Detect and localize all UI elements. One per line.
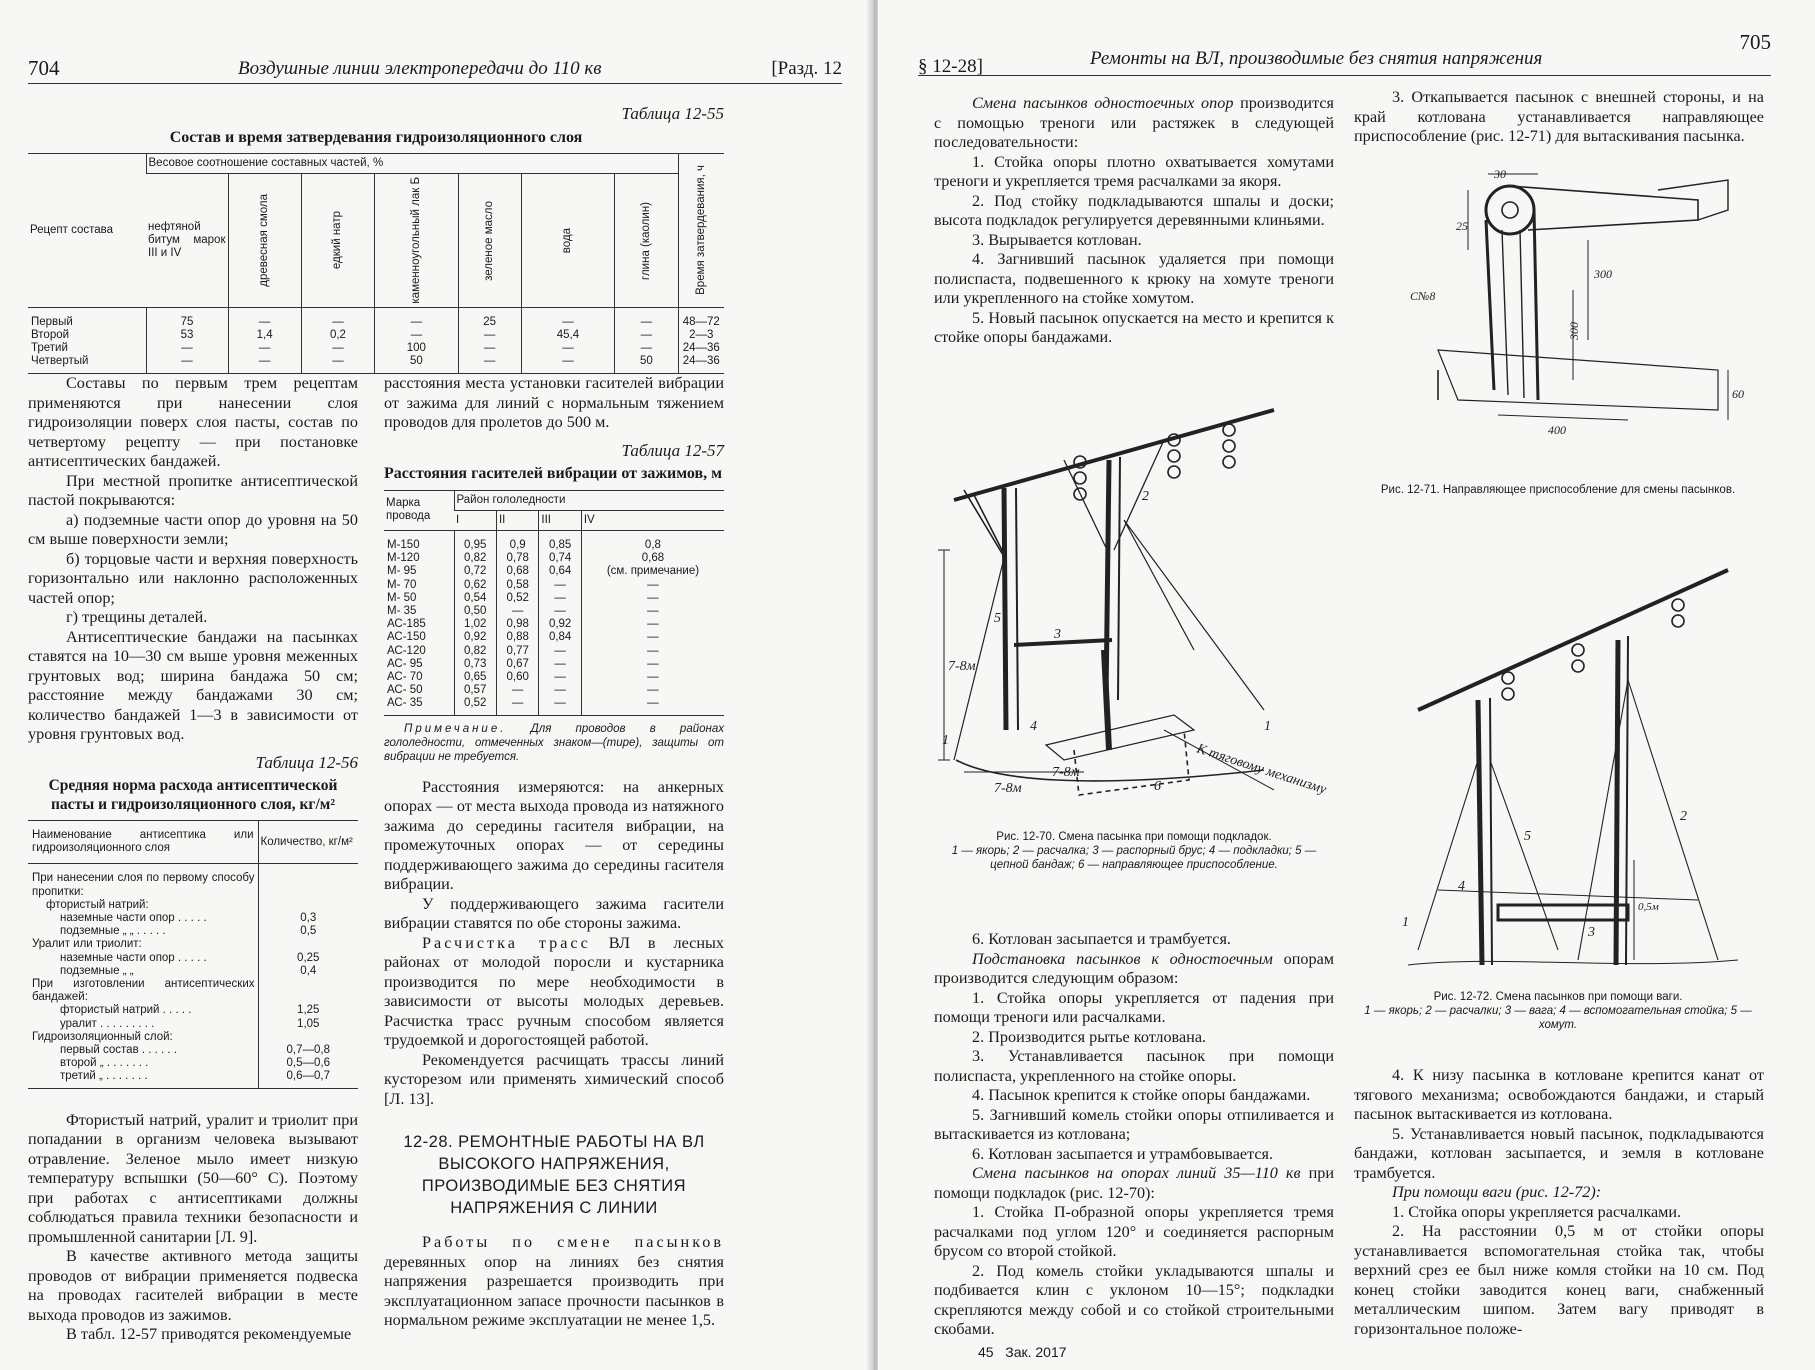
table-cell: подземные „ „ (60, 964, 134, 977)
table-12-56 (28, 820, 358, 1089)
paragraph: Фтористый натрий, уралит и триолит при попадании в организм человека вызывают отравление. Зеленое мыло имеет низкую температуру вспышки (50—60° С). Поэтому при работах с антисептиками должны соблюдаться правила техники безопасности и промышленной санитарии [Л. 9]. (28, 1110, 358, 1246)
table-row (384, 605, 724, 618)
table-row (28, 1018, 358, 1031)
table-cell: 75 (146, 307, 228, 329)
table-cell: — (458, 342, 521, 355)
table-cell: 0,9 (496, 530, 538, 552)
table-cell: — (539, 684, 581, 697)
table-cell: Второй (31, 329, 70, 342)
col-header: II (496, 510, 538, 530)
table-row (28, 1044, 358, 1057)
table-cell: — (146, 355, 228, 373)
table-cell: М-120 (387, 552, 420, 565)
figure-dimension: 60 (1732, 387, 1744, 401)
table-row (384, 579, 724, 592)
list-item: 2. Производится рытье котлована. (972, 1027, 1207, 1046)
table-cell: 53 (146, 329, 228, 342)
col-header: вода (561, 227, 574, 254)
list-item: 3. Устанавливается пасынок при помощи полиспаста, укрепленного на стойке опоры. (934, 1047, 1334, 1085)
table-cell: — (301, 307, 374, 329)
paragraph: Составы по первым трем рецептам применяются при нанесении слоя гидроизоляции поверх слоя пасты, состав по четвертому рецепту — при постановке антисептических бандажей. (28, 374, 358, 470)
table-cell: третий „ . . . . . . . (28, 1070, 258, 1088)
table-row (384, 618, 724, 631)
table-cell: — (301, 342, 374, 355)
table-row (384, 592, 724, 605)
table-cell: М- 35 (387, 604, 417, 617)
table-cell (258, 1031, 358, 1044)
paragraph: При местной пропитке антисептической пастой покрываются: (28, 471, 358, 509)
right-col-1-bottom (934, 930, 1334, 1340)
table-cell: При изготовлении антисептических бандажей: (32, 978, 255, 1004)
figure-dimension: 0,5м (1638, 901, 1659, 913)
table-cell: 0,64 (539, 565, 581, 578)
table-cell: 100 (375, 342, 458, 355)
running-header-right (918, 30, 1771, 77)
paragraph: Рекомендуется расчищать трассы линий кусторезом или применять химический способ [Л. 13]. (384, 1050, 724, 1108)
table-cell: — (458, 329, 521, 342)
table-cell: 0,78 (496, 552, 538, 565)
col-header: Наименование антисептика или гидроизоляционного слоя (28, 821, 258, 864)
table-cell: М- 70 (387, 578, 417, 591)
figure-dimension-height: 7-8м (948, 659, 976, 674)
table-cell: — (301, 355, 374, 373)
table-row (28, 1057, 358, 1070)
table-row (384, 671, 724, 684)
table-row (28, 329, 724, 342)
left-col-2 (384, 374, 724, 1331)
paragraph: Смена пасынков на опорах линий 35—110 кв при помощи подкладок (рис. 12-70): (934, 1164, 1334, 1202)
table-row (28, 1004, 358, 1017)
table-row (384, 530, 724, 552)
table-cell: 50 (615, 355, 678, 373)
running-title: Воздушные линии электропередачи до 110 кв (238, 58, 602, 79)
table-cell: 0,73 (454, 658, 496, 671)
table-cell: уралит . . . . . . . . . (60, 1017, 155, 1030)
table-cell: — (615, 329, 678, 342)
table-cell: — (581, 645, 724, 658)
list-item: 4. К низу пасынка в котловане крепится канат от тягового механизма; освобождаются бандажи, и старый пасынок вытаскивается из котлована. (1354, 1066, 1764, 1123)
table-cell: М-150 (387, 538, 420, 551)
col-header: Марка провода (384, 490, 454, 530)
table-row (28, 307, 724, 329)
figure-dimension-width: 7-8м (994, 781, 1022, 796)
table-cell: АС-150 (387, 631, 426, 644)
table-row (384, 631, 724, 644)
footer-signature: 45 Зак. 2017 (978, 1344, 1067, 1360)
table-row (384, 645, 724, 658)
list-item: 6. Котлован засыпается и утрамбовывается. (972, 1144, 1274, 1163)
table-cell: 24—36 (678, 355, 724, 373)
list-item: 5. Новый пасынок опускается на место и крепится к стойке опоры бандажами. (934, 308, 1334, 346)
table-cell: Гидроизоляционный слой: (32, 1030, 173, 1043)
table-cell: — (228, 307, 301, 329)
figure-12-72 (1378, 560, 1758, 980)
table-cell: 0,92 (454, 631, 496, 644)
table-cell: 0,4 (258, 965, 358, 978)
table-cell: второй „ . . . . . . . (60, 1057, 149, 1070)
figure-12-70 (934, 400, 1364, 820)
page-right (878, 0, 1815, 1370)
list-item: б) торцовые части и верхняя поверхность горизонтально или наклонно расположенных частей опор; (28, 549, 358, 607)
table-cell: — (539, 671, 581, 684)
table-cell: подземные „ „ . . . . . (60, 925, 166, 938)
table-cell: 2—3 (678, 329, 724, 342)
list-item: 3. Вырывается котлован. (972, 230, 1142, 249)
list-item: 2. На расстоянии 0,5 м от стойки опоры устанавливается вспомогательная стойка так, чтобы верхний срез ее был ниже комля стойки на 10 см. Под конец стойки заводится конец ваги, снабженный металлическим шипом. Затем вагу приводят в горизонтальное положе- (1354, 1222, 1764, 1338)
right-col-1-top (934, 94, 1334, 348)
table-row (28, 965, 358, 978)
table-cell: — (581, 605, 724, 618)
table-row (384, 565, 724, 578)
table-caption: Таблица 12-57 (621, 440, 724, 460)
table-cell: — (496, 684, 538, 697)
col-header: Количество, кг/м² (258, 821, 358, 864)
paragraph: Антисептические бандажи на пасынках ставятся на 10—30 см выше уровня меженных грунтовых вод; ширина бандажа 50 см; расстояние между бандажами 30 см; количество бандажей 1—3 в зависимости от уровня грунтовых вод. (28, 627, 358, 743)
running-header-left (28, 52, 842, 84)
table-title: Средняя норма расхода антисептической пасты и гидроизоляционного слоя, кг/м² (48, 777, 338, 813)
table-cell: 0,92 (539, 618, 581, 631)
col-header: зеленое масло (482, 200, 495, 281)
table-cell: 0,74 (539, 552, 581, 565)
figure-callout: 1 (1402, 915, 1409, 930)
table-cell: М- 50 (387, 591, 417, 604)
page-number: 705 (1739, 30, 1771, 54)
table-cell: 1,25 (258, 1004, 358, 1017)
col-header: каменноугольный лак Б (409, 177, 422, 304)
table-cell: Первый (31, 315, 73, 328)
table-cell: 0,52 (496, 592, 538, 605)
table-cell: — (539, 658, 581, 671)
table-55-block (28, 96, 724, 374)
figure-dimension: 400 (1548, 423, 1566, 437)
table-cell: (см. примечание) (581, 565, 724, 578)
table-cell (258, 864, 358, 899)
table-cell: — (581, 684, 724, 697)
table-cell: — (375, 307, 458, 329)
figure-label: С№8 (1410, 289, 1436, 303)
table-cell: 0,60 (496, 671, 538, 684)
figure-dimension: 300 (1567, 322, 1581, 340)
group-header: Весовое соотношение составных частей, % (146, 154, 678, 174)
table-cell: 0,68 (496, 565, 538, 578)
list-item: 2. Под комель стойки укладываются шпалы и подбивается клин с уклоном 10—15°; подкладки скрепляются между собой и со стойкой строительными скобами. (934, 1261, 1334, 1338)
table-cell: — (146, 342, 228, 355)
table-title: Состав и время затвердевания гидроизоляционного слоя (169, 128, 583, 146)
paragraph: При помощи ваги (рис. 12-72): (1392, 1183, 1602, 1201)
figure-callout: 4 (1458, 879, 1465, 894)
figure-dimension: 25 (1456, 219, 1468, 233)
table-cell: — (581, 658, 724, 671)
table-row (28, 978, 358, 1004)
table-cell: АС- 95 (387, 657, 423, 670)
table-cell: 1,02 (454, 618, 496, 631)
table-cell: 0,58 (496, 579, 538, 592)
table-cell: 0,68 (581, 552, 724, 565)
figure-dimension: 30 (1494, 170, 1506, 181)
table-cell: 0,5—0,6 (258, 1057, 358, 1070)
table-row (28, 938, 358, 951)
table-row (384, 658, 724, 671)
figure-callout: 5 (994, 611, 1001, 626)
table-cell: 0,85 (539, 530, 581, 552)
table-cell: — (615, 307, 678, 329)
table-cell (258, 938, 358, 951)
table-cell: — (581, 671, 724, 684)
table-cell: АС-185 (387, 618, 426, 631)
table-cell: 50 (375, 355, 458, 373)
table-cell: 0,3 (258, 912, 358, 925)
table-caption: Таблица 12-56 (255, 752, 358, 772)
table-cell: — (539, 605, 581, 618)
table-cell: 45,4 (521, 329, 615, 342)
table-cell: — (539, 645, 581, 658)
figure-dimension-width: 7-8м (1052, 765, 1080, 780)
table-cell: 0,7—0,8 (258, 1044, 358, 1057)
figure-callout: 2 (1142, 489, 1149, 504)
table-cell: 0,6—0,7 (258, 1070, 358, 1088)
table-cell: 0,25 (258, 952, 358, 965)
table-row (28, 1070, 358, 1088)
list-item: г) трещины деталей. (66, 608, 208, 626)
table-cell: 0,8 (581, 530, 724, 552)
paragraph: Работы по смене пасынков деревянных опор на линиях без снятия напряжения разрешается производить при эксплуатационном запасе прочности пасынков в нормальном режиме эксплуатации не менее 1,5. (384, 1233, 724, 1330)
list-item: 2. Под стойку подкладываются шпалы и доски; высота подкладок регулируется деревянными клиньями. (934, 191, 1334, 229)
col-header: древесная смола (258, 194, 271, 287)
table-cell: М- 95 (387, 565, 417, 578)
table-row (384, 552, 724, 565)
left-col-1 (28, 374, 358, 1345)
table-cell: Четвертый (28, 355, 146, 373)
list-item: 5. Устанавливается новый пасынок, подкладываются бандажи, котлован засыпается, и земля в котловане трамбуется. (1354, 1124, 1764, 1182)
figure-callout: 4 (1030, 719, 1037, 734)
table-cell: — (228, 342, 301, 355)
figure-callout: 5 (1524, 829, 1531, 844)
figure-caption-12-71: Рис. 12-71. Направляющее приспособление для смены пасынков. (1380, 484, 1736, 496)
figure-callout: 1 (942, 733, 949, 748)
table-cell: 0,2 (301, 329, 374, 342)
table-cell: 0,52 (454, 697, 496, 715)
table-cell: — (581, 618, 724, 631)
table-row (28, 355, 724, 373)
paragraph: В качестве активного метода защиты проводов от вибрации применяется подвеска на проводах гасителей вибрации в месте выхода проводов из зажимов. (28, 1247, 358, 1324)
list-item: 3. Откапывается пасынок с внешней стороны, и на край котлована устанавливается направляющее приспособление (рис. 12-71) для вытаскивания пасынка. (1354, 88, 1764, 145)
table-row (28, 864, 358, 899)
table-cell: 0,54 (454, 592, 496, 605)
paragraph: В табл. 12-57 приводятся рекомендуемые (66, 1325, 352, 1344)
table-title: Расстояния гасителей вибрации от зажимов, м (384, 465, 723, 482)
paragraph: расстояния места установки гасителей вибрации от зажима для линий с нормальным тяжением проводов для пролетов до 500 м. (384, 374, 724, 431)
table-cell: — (228, 355, 301, 373)
table-cell (258, 978, 358, 1004)
table-cell: первый состав . . . . . . (60, 1044, 178, 1057)
table-cell: — (539, 592, 581, 605)
figure-callout: 2 (1680, 809, 1687, 824)
table-cell: фтористый натрий . . . . . (60, 1004, 192, 1017)
table-cell: 48—72 (678, 307, 724, 329)
table-row (384, 697, 724, 715)
table-cell: — (521, 342, 615, 355)
table-cell: При нанесении слоя по первому способу пропитки: (32, 872, 255, 898)
table-cell: Уралит или триолит: (32, 938, 142, 951)
figure-caption-12-72: Рис. 12-72. Смена пасынков при помощи ваги. 1 — якорь; 2 — расчалки; 3 — вага; 4 — вспомогательная стойка; 5 — хомут. (1364, 991, 1752, 1031)
col-header: Время затвердевания, ч (694, 165, 707, 296)
table-cell: 0,82 (454, 645, 496, 658)
table-row (28, 912, 358, 925)
table-cell: наземные части опор . . . . . (60, 951, 207, 964)
figure-callout: 3 (1054, 627, 1061, 642)
table-row (28, 925, 358, 938)
paragraph: Подстановка пасынков к одностоечным опорам производится следующим образом: (934, 949, 1335, 987)
list-item: 6. Котлован засыпается и трамбуется. (972, 930, 1231, 948)
table-cell: — (581, 631, 724, 644)
right-col-2-bottom (1354, 1066, 1764, 1339)
table-cell: — (496, 697, 538, 715)
table-cell: 0,67 (496, 658, 538, 671)
list-item: 1. Стойка опоры укрепляется расчалками. (1392, 1202, 1682, 1221)
table-cell (258, 899, 358, 912)
table-cell: АС- 70 (387, 670, 423, 683)
table-cell: 0,77 (496, 645, 538, 658)
table-cell: 0,95 (454, 530, 496, 552)
table-cell: 0,57 (454, 684, 496, 697)
list-item: 1. Стойка опоры укрепляется от падения при помощи треноги или расчалками. (934, 988, 1334, 1026)
list-item: 5. Загнивший комель стойки опоры отпиливается и вытаскивается из котлована; (934, 1105, 1334, 1143)
section-mark: § 12-28] (918, 56, 983, 77)
table-caption: Таблица 12-55 (621, 104, 724, 123)
col-header: III (539, 510, 581, 530)
figure-caption-12-70: Рис. 12-70. Смена пасынка при помощи подкладок. 1 — якорь; 2 — расчалка; 3 — распорный брус; 4 — подкладки; 5 — цепной бандаж; 6 — направляющее приспособление. (951, 831, 1317, 871)
table-cell: 0,62 (454, 579, 496, 592)
figure-label-mechanism: К тяговому механизму (1194, 741, 1329, 798)
table-cell: АС- 50 (387, 684, 423, 697)
list-item: 1. Стойка П-образной опоры укрепляется тремя расчалками под углом 120° и соединяется распорным брусом со второй стойкой. (934, 1203, 1334, 1260)
table-cell: — (539, 579, 581, 592)
list-item: а) подземные части опор до уровня на 50 см выше поверхности земли; (28, 510, 358, 548)
table-cell: 0,82 (454, 552, 496, 565)
table-row (28, 1031, 358, 1044)
right-col-2-top (1354, 88, 1764, 147)
running-title: Ремонты на ВЛ, производимые без снятия напряжения (1090, 48, 1543, 69)
list-item: 4. Загнивший пасынок удаляется при помощи полиспаста, подвешенного к крюку на хомуте треноги или укрепленного на стойке хомутом. (934, 250, 1334, 307)
figure-dimension: 300 (1594, 267, 1612, 281)
col-header: глина (каолин) (639, 201, 652, 280)
table-cell: АС- 35 (384, 697, 454, 715)
table-cell: фтористый натрий: (46, 898, 149, 911)
table-cell: 0,72 (454, 565, 496, 578)
list-item: 4. Пасынок крепится к стойке опоры бандажами. (972, 1086, 1311, 1104)
table-cell: 0,84 (539, 631, 581, 644)
table-cell: 24—36 (678, 342, 724, 355)
table-cell: 0,65 (454, 671, 496, 684)
table-cell: 0,50 (454, 605, 496, 618)
table-cell: — (581, 592, 724, 605)
table-cell: — (615, 342, 678, 355)
table-cell: — (539, 697, 581, 715)
table-cell: — (458, 355, 521, 373)
table-note: Примечание. Для проводов в районах гололедности, отмеченных знаком—(тире), защиты от вибрации не требуется. (384, 722, 724, 763)
table-12-55 (28, 153, 724, 374)
table-cell: 1,05 (258, 1018, 358, 1031)
table-cell: Третий (31, 342, 68, 355)
paragraph: У поддерживающего зажима гасители вибрации ставятся по обе стороны зажима. (384, 894, 724, 933)
table-12-57 (384, 490, 724, 716)
page-left (0, 0, 870, 1370)
figure-callout: 1 (1264, 719, 1271, 734)
table-row (28, 342, 724, 355)
table-cell: 0,88 (496, 631, 538, 644)
paragraph: Расчистка трасс ВЛ в лесных районах от молодой поросли и кустарника производится по мере необходимости в зависимости от высоты молодых деревьев. Расчистка трасс ручным способом является трудоемкой и дорогостоящей работой. (384, 933, 724, 1050)
table-cell: — (521, 307, 615, 329)
page-number: 704 (28, 56, 60, 80)
col-header: Рецепт состава (28, 154, 146, 308)
table-row (28, 952, 358, 965)
figure-callout: 3 (1588, 925, 1595, 940)
table-row (384, 684, 724, 697)
col-header: I (454, 510, 496, 530)
figure-12-71 (1398, 170, 1758, 470)
table-cell: 1,4 (228, 329, 301, 342)
table-cell: 0,5 (258, 925, 358, 938)
table-cell: — (496, 605, 538, 618)
col-header: едкий натр (331, 211, 344, 270)
table-cell: 0,98 (496, 618, 538, 631)
group-header: Район гололедности (454, 490, 724, 510)
col-header: IV (581, 510, 724, 530)
paragraph: Смена пасынков одностоечных опор производится с помощью треноги или растяжек в следующей последовательности: (934, 94, 1334, 151)
table-cell: 25 (458, 307, 521, 329)
table-cell: — (521, 355, 615, 373)
list-item: 1. Стойка опоры плотно охватывается хомутами треноги и укрепляется тремя расчалками за якоря. (934, 152, 1334, 190)
section-mark: [Разд. 12 (771, 58, 842, 79)
figure-callout: 6 (1154, 779, 1161, 794)
table-cell: — (375, 329, 458, 342)
table-cell: — (581, 579, 724, 592)
paragraph: Расстояния измеряются: на анкерных опорах — от места выхода провода из натяжного зажима до середины гасителя вибрации, на промежуточных опорах — от середины поддерживающего зажима до середины гасителя вибрации. (384, 777, 724, 894)
table-row (28, 899, 358, 912)
table-cell: наземные части опор . . . . . (60, 912, 207, 925)
col-header: нефтяной битум марок III и IV (146, 174, 228, 308)
section-heading: 12-28. РЕМОНТНЫЕ РАБОТЫ НА ВЛ ВЫСОКОГО НАПРЯЖЕНИЯ, ПРОИЗВОДИМЫЕ БЕЗ СНЯТИЯ НАПРЯЖЕНИЯ С ЛИНИИ (403, 1133, 705, 1218)
table-cell: АС-120 (387, 644, 426, 657)
table-cell: — (581, 697, 724, 715)
